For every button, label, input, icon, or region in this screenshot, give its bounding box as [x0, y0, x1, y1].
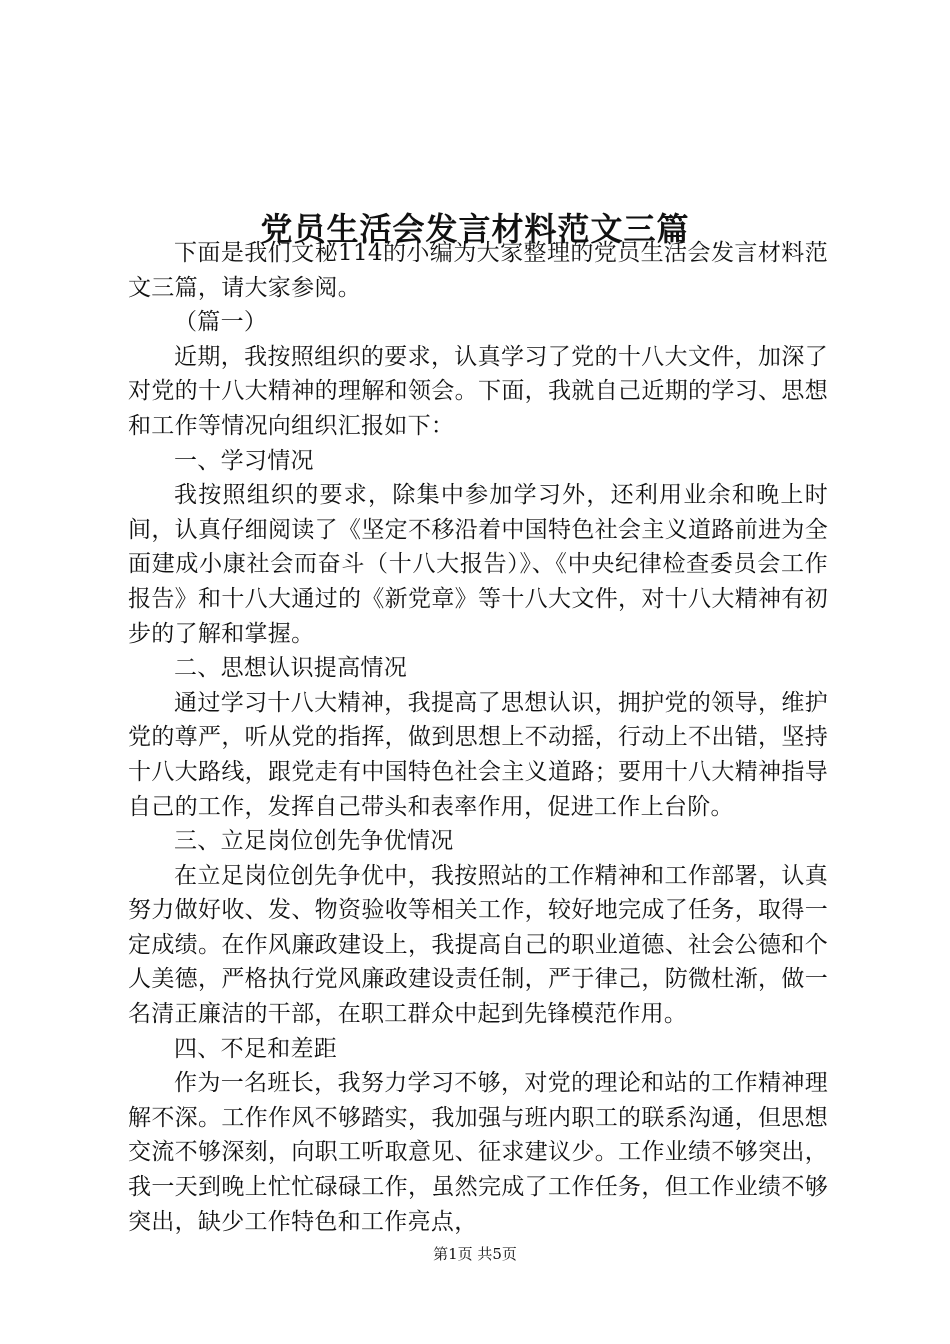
section-heading-post: 三、立足岗位创先争优情况 — [174, 828, 454, 855]
document-title: 党员生活会发言材料范文三篇 — [260, 210, 690, 249]
paragraph-part-label: （篇一） — [174, 309, 268, 336]
paragraph-post: 在立足岗位创先争优中，我按照站的工作精神和工作部署，认真努力做好收、发、物资验收等相关工作，较好地完成了任务，取得一定成绩。在作风廉政建设上，我提高自己的职业道德、社会公德和个人美德，严格执行党风廉政建设责任制，严于律己，防微杜渐，做一名清正廉洁的干部，在职工群众中起到先锋模范作用。 — [128, 862, 828, 1028]
paragraph-intro: 下面是我们文秘114的小编为大家整理的党员生活会发言材料范文三篇，请大家参阅。 — [128, 240, 828, 301]
page-footer: 第1页 共5页 — [433, 1245, 517, 1263]
section-heading-study: 一、学习情况 — [174, 447, 314, 474]
paragraph-thinking: 通过学习十八大精神，我提高了思想认识，拥护党的领导，维护党的尊严，听从党的指挥，做到思想上不动摇，行动上不出错，坚持十八大路线，跟党走有中国特色社会主义道路；要用十八大精神指导自己的工作，发挥自己带头和表率作用，促进工作上台阶。 — [128, 689, 828, 820]
section-heading-shortcomings: 四、不足和差距 — [174, 1035, 338, 1062]
paragraph-opening: 近期，我按照组织的要求，认真学习了党的十八大文件，加深了对党的十八大精神的理解和领会。下面，我就自己近期的学习、思想和工作等情况向组织汇报如下： — [128, 343, 828, 439]
section-heading-thinking: 二、思想认识提高情况 — [174, 655, 407, 682]
paragraph-study: 我按照组织的要求，除集中参加学习外，还利用业余和晚上时间，认真仔细阅读了《坚定不移沿着中国特色社会主义道路前进为全面建成小康社会而奋斗（十八大报告）》、《中央纪律检查委员会工作报告》和十八大通过的《新党章》等十八大文件，对十八大精神有初步的了解和掌握。 — [128, 482, 828, 647]
document-body — [128, 236, 828, 1239]
paragraph-shortcomings: 作为一名班长，我努力学习不够，对党的理论和站的工作精神理解不深。工作作风不够踏实，我加强与班内职工的联系沟通，但思想交流不够深刻，向职工听取意见、征求建议少。工作业绩不够突出，我一天到晚上忙忙碌碌工作，虽然完成了工作任务，但工作业绩不够突出，缺少工作特色和工作亮点， — [128, 1070, 828, 1235]
